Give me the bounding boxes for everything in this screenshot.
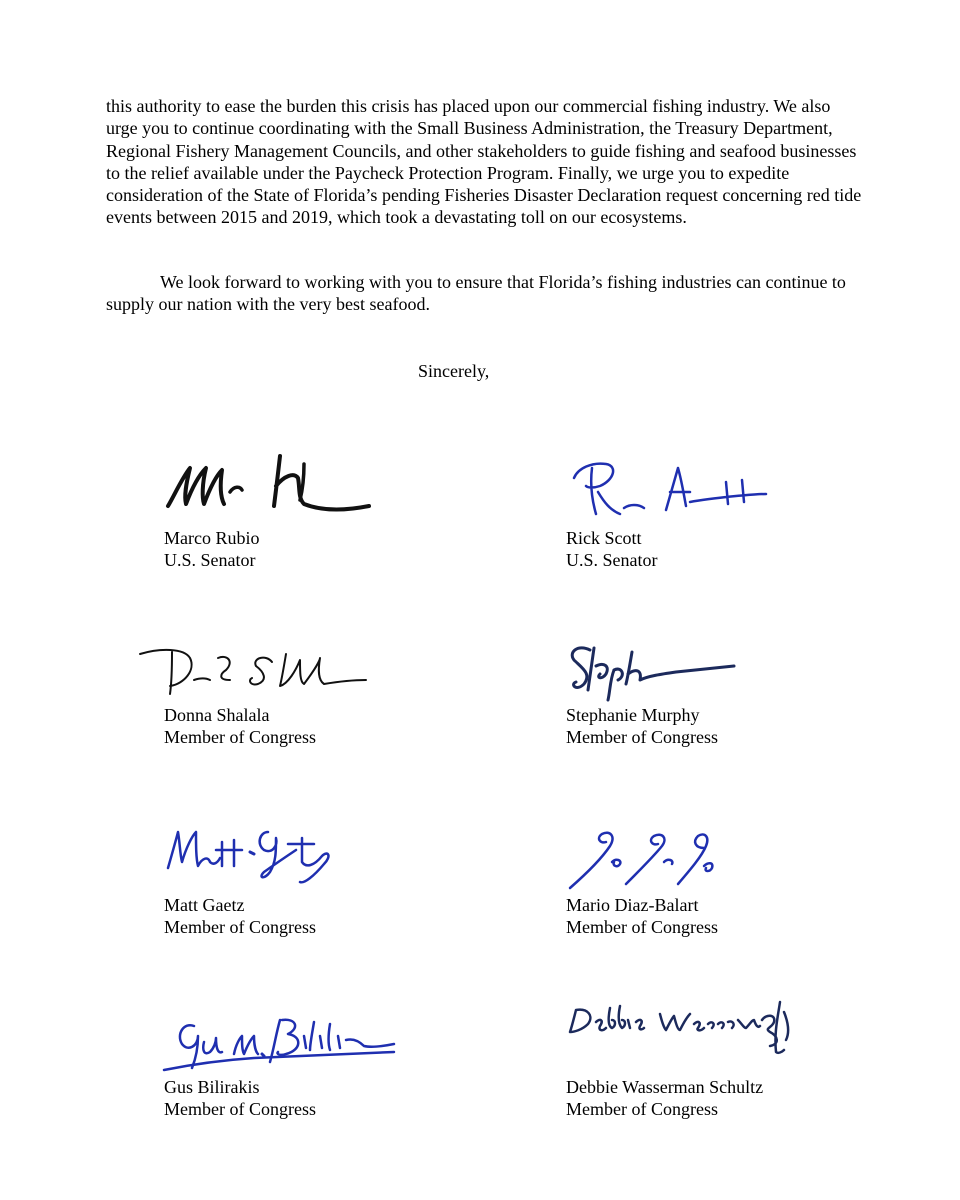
letter-paragraph-2: We look forward to working with you to ensure that Florida’s fishing industries can continue to supply our nation with the very best seafood. bbox=[106, 272, 846, 315]
signer-info-scott bbox=[566, 527, 658, 571]
signer-info-wasserman-schultz bbox=[566, 1076, 763, 1120]
signer-info-rubio bbox=[164, 527, 259, 571]
signer-info-bilirakis bbox=[164, 1076, 316, 1120]
signer-info-murphy bbox=[566, 704, 718, 748]
signature-wasserman-schultz bbox=[566, 992, 796, 1072]
signature-block-rubio bbox=[164, 448, 484, 578]
signer-name: Marco Rubio bbox=[164, 528, 260, 548]
signature-scott bbox=[566, 448, 776, 528]
signer-info-shalala bbox=[164, 704, 316, 748]
signer-title: Member of Congress bbox=[566, 917, 718, 937]
signer-name: Matt Gaetz bbox=[164, 895, 245, 915]
signer-title: U.S. Senator bbox=[164, 550, 256, 570]
signature-block-scott bbox=[566, 448, 886, 578]
signature-block-shalala bbox=[140, 640, 460, 760]
signer-name: Gus Bilirakis bbox=[164, 1077, 260, 1097]
signer-name: Rick Scott bbox=[566, 528, 642, 548]
signer-info-diaz-balart bbox=[566, 894, 718, 938]
signer-title: Member of Congress bbox=[164, 1099, 316, 1119]
signer-title: Member of Congress bbox=[566, 727, 718, 747]
signer-title: Member of Congress bbox=[566, 1099, 718, 1119]
letter-closing: Sincerely, bbox=[418, 361, 490, 381]
signer-name: Stephanie Murphy bbox=[566, 705, 700, 725]
signer-info-gaetz bbox=[164, 894, 316, 938]
signature-rubio bbox=[164, 448, 384, 528]
signature-block-murphy bbox=[566, 640, 886, 760]
signature-diaz-balart bbox=[566, 822, 726, 894]
signature-bilirakis bbox=[164, 1012, 404, 1076]
signature-block-diaz-balart bbox=[566, 822, 886, 942]
signature-block-gaetz bbox=[164, 822, 484, 942]
signer-title: Member of Congress bbox=[164, 727, 316, 747]
signer-title: U.S. Senator bbox=[566, 550, 658, 570]
signature-murphy bbox=[566, 640, 746, 700]
signer-name: Donna Shalala bbox=[164, 705, 270, 725]
signature-shalala bbox=[140, 640, 380, 700]
signature-block-wasserman-schultz bbox=[566, 992, 886, 1122]
letter-paragraph-1: this authority to ease the burden this crisis has placed upon our commercial fishing industry. We also urge you to continue coordinating with the Small Business Administration, the Treasury Department, Regional Fishery Management Councils, and other stakeholders to guide fishing and seafood businesses to the relief available under the Paycheck Protection Program. Finally, we urge you to expedite consideration of the State of Florida’s pending Fisheries Disaster Declaration request concerning red tide events between 2015 and 2019, which took a devastating toll on our ecosystems. bbox=[106, 96, 862, 228]
signer-name: Mario Diaz-Balart bbox=[566, 895, 699, 915]
signature-block-bilirakis bbox=[164, 1012, 484, 1132]
signer-title: Member of Congress bbox=[164, 917, 316, 937]
signature-gaetz bbox=[164, 822, 344, 894]
signer-name: Debbie Wasserman Schultz bbox=[566, 1077, 764, 1097]
